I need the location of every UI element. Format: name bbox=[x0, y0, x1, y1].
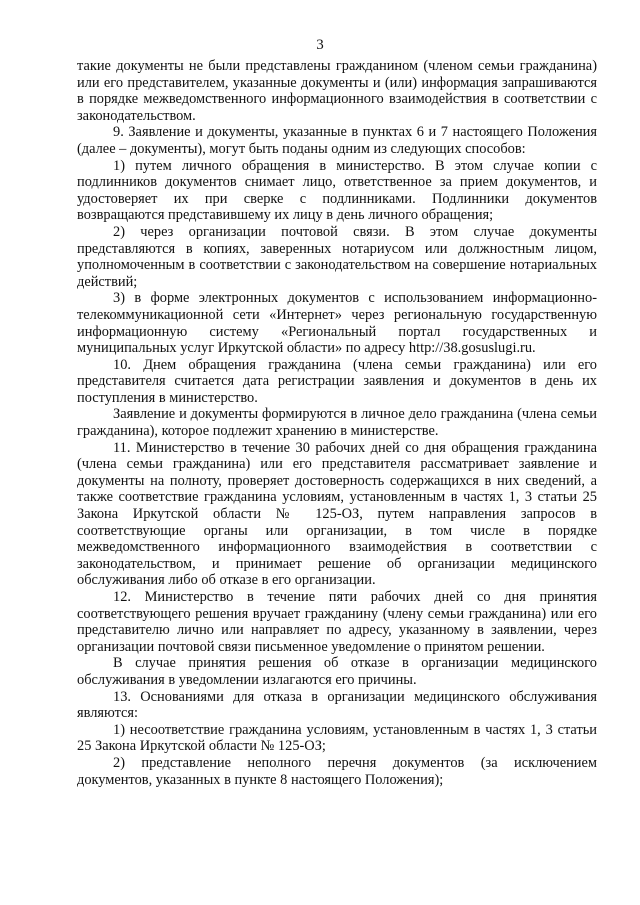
paragraph-item-10-note: Заявление и документы формируются в личное дело гражданина (члена семьи гражданина), которое подлежит хранению в министерстве. bbox=[77, 406, 597, 440]
page-number: 3 bbox=[316, 37, 324, 53]
paragraph-item-9-3: 3) в форме электронных документов с использованием информационно-телекоммуникационной сети «Интернет» через региональную государственную информационную систему «Региональный портал государственных и муниципальных услуг Иркутской области» по адресу http://38.gosuslugi.ru. bbox=[77, 290, 597, 357]
document-body bbox=[77, 58, 597, 788]
paragraph-item-10: 10. Днем обращения гражданина (члена семьи гражданина) или его представителя считается дата регистрации заявления и документов в день их поступления в министерство. bbox=[77, 356, 597, 406]
paragraph-item-12: 12. Министерство в течение пяти рабочих дней со дня принятия соответствующего решения вручает гражданину (члену семьи гражданина) или его представителю лично или направляет по адресу, указанному в заявлении, через организации почтовой связи письменное уведомление о принятом решении. bbox=[77, 589, 597, 655]
paragraph-item-13: 13. Основаниями для отказа в организации медицинского обслуживания являются: bbox=[77, 688, 597, 722]
paragraph-continuation: такие документы не были представлены гражданином (членом семьи гражданина) или его представителем, указанные документы и (или) информация запрашиваются в порядке межведомственного информационного взаимодействия в соответствии с законодательством. bbox=[77, 58, 597, 124]
paragraph-item-9-1: 1) путем личного обращения в министерство. В этом случае копии с подлинников документов снимает лицо, ответственное за прием документов, и удостоверяет их при сверке с подлинниками. Подлинники документов возвращаются представившему их лицу в день личного обращения; bbox=[77, 157, 597, 224]
paragraph-item-13-1: 1) несоответствие гражданина условиям, установленным в частях 1, 3 статьи 25 Закона Иркутской области № 125-ОЗ; bbox=[77, 721, 597, 755]
paragraph-item-9: 9. Заявление и документы, указанные в пунктах 6 и 7 настоящего Положения (далее – документы), могут быть поданы одним из следующих способов: bbox=[77, 124, 597, 157]
paragraph-item-11: 11. Министерство в течение 30 рабочих дней со дня обращения гражданина (члена семьи гражданина) или его представителя рассматривает заявление и документы на полноту, проверяет достоверность содержащихся в них сведений, а также соответствие гражданина условиям, установленным в частях 1, 3 статьи 25 Закона Иркутской области № 125-ОЗ, путем направления запросов в соответствующие органы или организации, в том числе в порядке межведомственного информационного взаимодействия в соответствии с законодательством, и принимает решение об организации медицинского обслуживания либо об отказе в его организации. bbox=[77, 439, 597, 589]
paragraph-item-13-2: 2) представление неполного перечня документов (за исключением документов, указанных в пункте 8 настоящего Положения); bbox=[77, 754, 597, 788]
paragraph-item-12-note: В случае принятия решения об отказе в организации медицинского обслуживания в уведомлении излагаются его причины. bbox=[77, 655, 597, 688]
paragraph-item-9-2: 2) через организации почтовой связи. В этом случае документы представляются в копиях, заверенных нотариусом или должностным лицом, уполномоченным в соответствии с законодательством на совершение нотариальных действий; bbox=[77, 223, 597, 290]
